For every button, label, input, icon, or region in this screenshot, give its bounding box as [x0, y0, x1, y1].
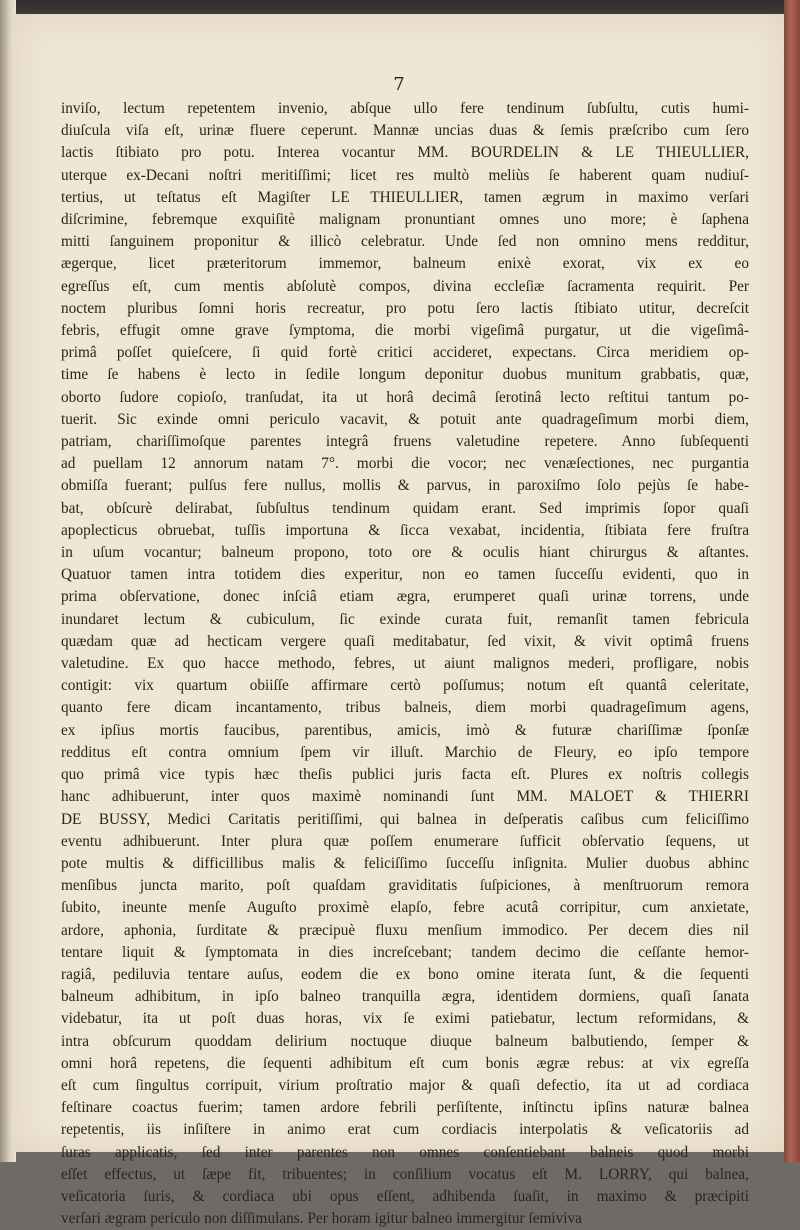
text-line: valetudine. Ex quo hacce methodo, febres, ut aiunt malignos mederi, profligare, nobis: [61, 655, 749, 673]
text-line: inviſo, lectum repetentem invenio, abſque ullo fere tendinum ſubſultu, cutis humi-: [61, 100, 749, 117]
text-line: verſari ægram periculo non diſſimulans. Per horam igitur balneo immergitur ſemiviva: [61, 1210, 582, 1228]
book-page: [14, 14, 788, 1228]
text-line: repetentis, iis inſiſtere in animo erat cum cordiacis interpolatis & veſicatoriis ad: [61, 1121, 749, 1139]
text-line: eſſet effectus, ut ſæpe fit, tribuentes; in conſilium vocatus eſt M. LORRY, qui balnea,: [61, 1165, 749, 1183]
body-text: [61, 98, 749, 1230]
text-line: prima obſervatione, donec inſciâ etiam ægra, erumperet quaſi urinæ torrens, unde: [61, 588, 749, 606]
text-line: DE BUSSY, Medici Caritatis peritiſſimi, qui balnea in deſperatis caſibus cum feliciſſimo: [61, 810, 749, 828]
text-line: tentare liquit & ſymptomata in dies increſcebant; tandem decimo die ceſſante hemor-: [61, 943, 749, 961]
text-line: ex ipſius mortis faucibus, parentibus, amicis, imò & futuræ chariſſimæ ſponſæ: [61, 721, 749, 739]
text-line: tertius, ut teſtatus eſt Magiſter LE THIEULLIER, tamen ægrum in maximo verſari: [61, 188, 749, 206]
text-line: feſtinare coactus fuerim; tamen ardore febrili perſiſtente, inſtinctu ipſins naturæ balnea: [61, 1099, 749, 1117]
text-line: primâ poſſet quieſcere, ſi quid fortè critici accideret, expectans. Circa meridiem op-: [61, 344, 749, 362]
text-line: omni horâ repetens, die ſequenti adhibitum eſt cum bonis ægræ rebus: at vix egreſſa: [61, 1054, 749, 1072]
text-line: ægerque, licet præteritorum immemor, balneum enixè exorat, vix ex eo: [61, 255, 749, 273]
text-line: inundaret lectum & cubiculum, ſic exinde curata fuit, remanſit tamen febricula: [61, 610, 749, 628]
text-line: lactis ſtibiato pro potu. Interea vocantur MM. BOURDELIN & LE THIEULLIER,: [61, 144, 749, 162]
text-line: ad puellam 12 annorum natam 7°. morbi die vocor; nec venæſectiones, nec purgantia: [61, 455, 749, 473]
text-line: diuſcula viſa eſt, urinæ fluere ceperunt. Mannæ uncias duas & ſemis præſcribo cum ſero: [61, 122, 749, 140]
book-binding-right: [784, 0, 800, 1162]
text-line: intra obſcurum quoddam delirium noctuque diuque balneum balbutiendo, ſemper &: [61, 1032, 749, 1050]
text-line: uterque ex-Decani noſtri meritiſſimi; licet res multò meliùs ſe haberent quam nudiuſ-: [61, 166, 749, 184]
text-line: quanto fere dicam incantamento, tribus balneis, diem morbi quadrageſimum agens,: [61, 699, 749, 717]
text-line: egreſſus eſt, cum mentis abſolutè compos, divina eccleſiæ ſacramenta requirit. Per: [61, 277, 749, 295]
text-line: eſt cum ſingultus corripuit, virium proſtratio major & quaſi defectio, ita ut ad cordiaca: [61, 1076, 749, 1094]
text-line: redditus eſt contra omnium ſpem vir illuſt. Marchio de Fleury, eo ipſo tempore: [61, 743, 749, 761]
text-line: quædam quæ ad hecticam vergere quaſi meditabatur, ſed vixit, & vivit optimâ fruens: [61, 632, 749, 650]
text-line: time ſe habens è lecto in ſedile longum deponitur duobus munitum grabbatis, quæ,: [61, 366, 749, 384]
text-line: videbatur, ita ut poſt duas horas, vix ſe eximi patiebatur, lectum reformidans, &: [61, 1010, 749, 1028]
text-line: menſibus juncta marito, poſt quaſdam graviditatis ſuſpiciones, à menſtruorum remora: [61, 877, 749, 895]
text-line: ſubito, ineunte menſe Auguſto proximè elapſo, febre acutâ corripitur, cum anxietate,: [61, 899, 749, 917]
text-line: ſuras applicatis, ſed inter parentes non omnes conſentiebant balneis quod morbi: [61, 1143, 749, 1161]
text-line: contigit: vix quartum obiiſſe affirmare certò poſſumus; notum eſt quantâ celeritate,: [61, 677, 749, 695]
text-line: ardore, aphonia, ſurditate & præcipuè fluxu menſium immodico. Per decem dies nil: [61, 921, 749, 939]
text-line: febris, effugit omne grave ſymptoma, die morbi vigeſimâ purgatur, ut die vigeſimâ-: [61, 322, 749, 340]
text-line: veſicatoria ſuris, & cordiaca ubi opus eſſent, adhibenda ſuaſit, in maximo & præcipiti: [61, 1187, 749, 1205]
text-line: Quatuor tamen intra totidem dies experitur, non eo tamen ſucceſſu evidenti, quo in: [61, 566, 749, 584]
text-line: tuerit. Sic exinde omni periculo vacavit, & potuit ante quadrageſimum morbi diem,: [61, 410, 749, 428]
text-line: obmiſſa fuerant; pulſus fere nullus, mollis & parvus, in paroxiſmo ſolo pejùs ſe habe-: [61, 477, 749, 495]
text-line: balneum adhibitum, in ipſo balneo tranquilla ægra, identidem dormiens, quaſi ſanata: [61, 988, 749, 1006]
text-line: mitti ſanguinem proponitur & illicò celebratur. Unde ſed non omnino mens redditur,: [61, 233, 749, 251]
text-line: pote multis & difficillibus malis & feliciſſimo ſucceſſu inſignita. Mulier duobus abhinc: [61, 854, 749, 872]
text-line: ragiâ, pediluvia tentare auſus, eodem die ex bono omine iterata ſunt, & die ſequenti: [61, 965, 749, 983]
text-line: apoplecticus obruebat, tuſſis importuna & ſicca vexabat, incidentia, ſtibiata fere fruſtra: [61, 521, 749, 539]
text-line: quo primâ vice typis hæc theſis publici juris facta eſt. Plures ex noſtris collegis: [61, 766, 749, 784]
text-line: bat, obſcurè delirabat, ſubſultus tendinum quidam erant. Sed imprimis ſopor quaſi: [61, 499, 749, 517]
text-line: hanc adhibuerunt, inter quos maximè nominandi ſunt MM. MALOET & THIERRI: [61, 788, 749, 806]
text-line: in uſum vocantur; balneum propono, toto ore & oculis hiant chirurgus & aſtantes.: [61, 544, 749, 562]
page-number: 7: [393, 74, 405, 95]
text-line: noctem pluribus ſomni horis recreatur, pro potu ſero lactis ſtibiato utitur, decreſcit: [61, 299, 749, 317]
text-line: diſcrimine, febremque exquiſitè malignam pronuntiant omnes uno more; è ſaphena: [61, 211, 749, 229]
text-line: oborto ſudore copioſo, tranſudat, ita ut horâ decimâ ſerotinâ lecto reſtitui tantum po-: [61, 388, 749, 406]
text-line: patriam, chariſſimoſque parentes integrâ fruens valetudine repetere. Anno ſubſequenti: [61, 433, 749, 451]
text-line: eventu adhibuerunt. Inter plura quæ poſſem enumerare ſufficit obſervatio ſequens, ut: [61, 832, 749, 850]
